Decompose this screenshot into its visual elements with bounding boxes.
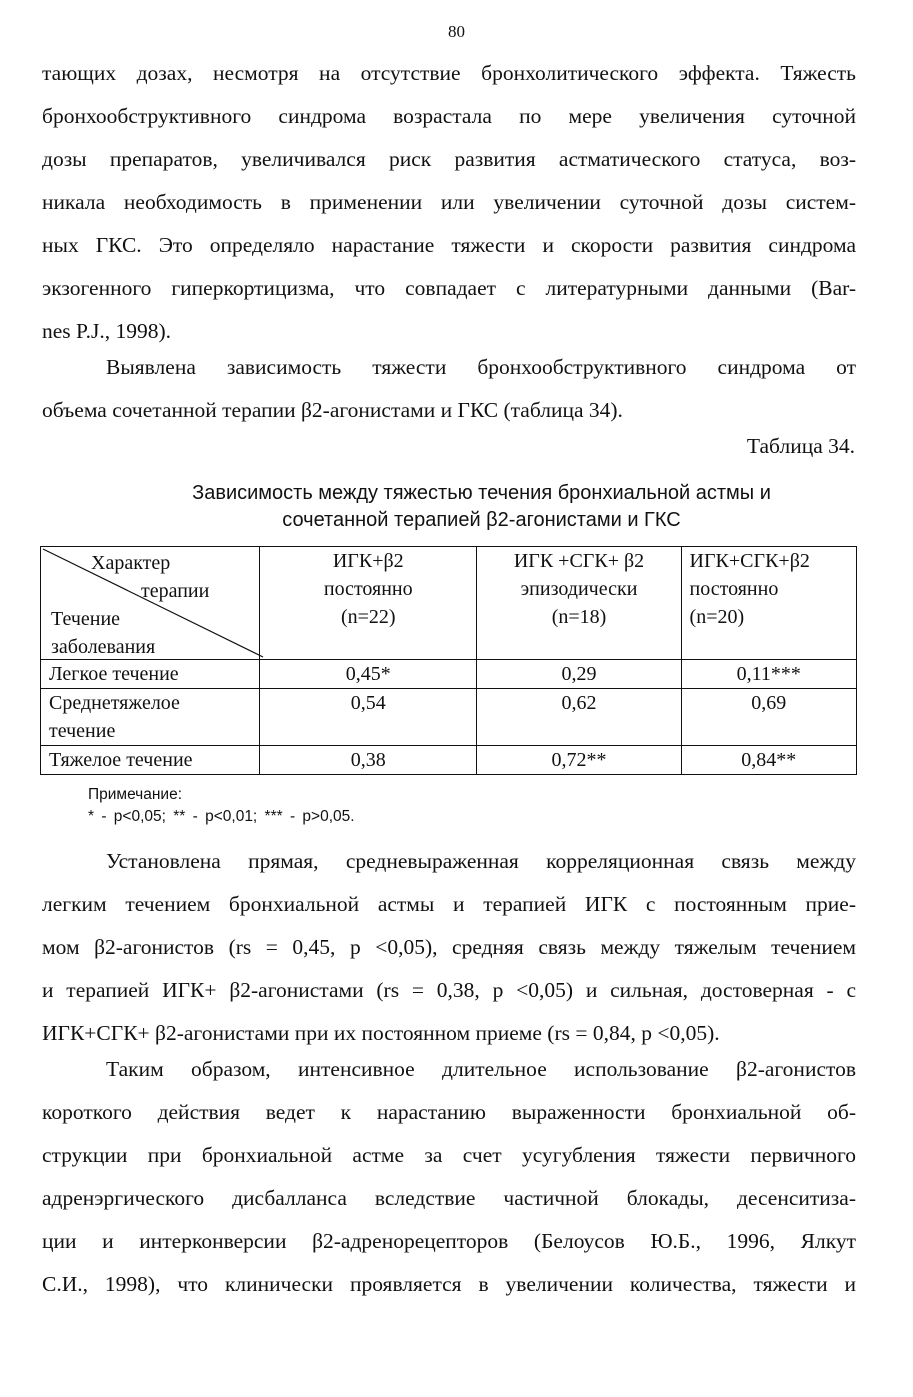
text-line: струкции при бронхиальной астме за счет усугубления тяжести первичного bbox=[42, 1143, 856, 1167]
table-cell: 0,62 bbox=[477, 689, 681, 746]
table-cell: 0,69 bbox=[681, 689, 856, 746]
text-line: бронхообструктивного синдрома возрастала по мере увеличения суточной bbox=[42, 104, 856, 128]
text-line: короткого действия ведет к нарастанию выраженности бронхиальной об- bbox=[42, 1100, 856, 1124]
corner-header-cell bbox=[41, 547, 260, 660]
text-line: Выявлена зависимость тяжести бронхообструктивного синдрома от bbox=[106, 355, 856, 379]
column-n: (n=22) bbox=[340, 606, 396, 628]
text-line: никала необходимость в применении или увеличении суточной дозы систем- bbox=[42, 190, 856, 214]
corner-label: заболевания bbox=[51, 636, 156, 658]
corner-label: терапии bbox=[141, 580, 210, 602]
note-title: Примечание: bbox=[88, 786, 183, 803]
text-line: тающих дозах, несмотря на отсутствие бронхолитического эффекта. Тяжесть bbox=[42, 61, 856, 85]
table-cell: 0,84** bbox=[681, 746, 856, 775]
table-cell: 0,45* bbox=[260, 660, 477, 689]
paragraph-1 bbox=[42, 52, 856, 353]
row-label: Тяжелое течение bbox=[41, 746, 260, 775]
text-line: экзогенного гиперкортицизма, что совпадает с литературными данными (Bar- bbox=[42, 276, 856, 300]
page-number: 80 bbox=[448, 22, 465, 41]
column-header bbox=[681, 547, 856, 660]
corner-label: Течение bbox=[51, 608, 121, 630]
text-line: дозы препаратов, увеличивался риск развития астматического статуса, воз- bbox=[42, 147, 856, 171]
text-line: ции и интерконверсии β2-адренорецепторов (Белоусов Ю.Б., 1996, Ялкут bbox=[42, 1229, 856, 1253]
column-mode: эпизодически bbox=[520, 578, 638, 600]
table-label: Таблица 34. bbox=[746, 434, 855, 458]
table-cell: 0,11*** bbox=[681, 660, 856, 689]
table-row bbox=[41, 689, 857, 746]
column-n: (n=18) bbox=[551, 606, 607, 628]
column-header bbox=[477, 547, 681, 660]
row-label: Легкое течение bbox=[41, 660, 260, 689]
row-label: Среднетяжелое течение bbox=[41, 689, 260, 746]
text-line: Таким образом, интенсивное длительное использование β2-агонистов bbox=[106, 1057, 856, 1081]
column-name: ИГК+СГК+β2 bbox=[689, 550, 810, 572]
paragraph-4 bbox=[42, 1048, 856, 1306]
text-line: легким течением бронхиальной астмы и терапией ИГК с постоянным прие- bbox=[42, 892, 856, 916]
paragraph-3 bbox=[42, 840, 856, 1055]
table-cell: 0,38 bbox=[260, 746, 477, 775]
table-cell: 0,29 bbox=[477, 660, 681, 689]
text-line: С.И., 1998), что клинически проявляется в увеличении количества, тяжести и bbox=[42, 1272, 856, 1296]
text-line: объема сочетанной терапии β2-агонистами и ГКС (таблица 34). bbox=[42, 398, 623, 422]
column-mode: постоянно bbox=[323, 578, 413, 600]
table-title bbox=[0, 480, 913, 534]
column-name: ИГК +СГК+ β2 bbox=[513, 550, 645, 572]
column-header bbox=[260, 547, 477, 660]
text-line: ИГК+СГК+ β2-агонистами при их постоянном приеме (rs = 0,84, p <0,05). bbox=[42, 1021, 720, 1045]
corner-label: Характер bbox=[91, 552, 171, 574]
text-line: ных ГКС. Это определяло нарастание тяжести и скорости развития синдрома bbox=[42, 233, 856, 257]
table-cell: 0,72** bbox=[477, 746, 681, 775]
table-header-row bbox=[41, 547, 857, 660]
note-body: * - p<0,05; ** - p<0,01; *** - p>0,05. bbox=[88, 808, 355, 825]
table-row bbox=[41, 660, 857, 689]
table-cell: 0,54 bbox=[260, 689, 477, 746]
column-mode: постоянно bbox=[689, 578, 779, 600]
table-title-line: Зависимость между тяжестью течения бронхиальной астмы и bbox=[192, 482, 771, 504]
column-n: (n=20) bbox=[689, 606, 745, 628]
data-table bbox=[40, 546, 857, 775]
paragraph-2 bbox=[42, 346, 856, 432]
text-line: адренэргического дисбалланса вследствие частичной блокады, десенситиза- bbox=[42, 1186, 856, 1210]
text-line: nes P.J., 1998). bbox=[42, 319, 172, 343]
table-title-line: сочетанной терапией β2-агонистами и ГКС bbox=[282, 509, 681, 531]
column-name: ИГК+β2 bbox=[332, 550, 404, 572]
text-line: Установлена прямая, средневыраженная корреляционная связь между bbox=[106, 849, 856, 873]
text-line: и терапией ИГК+ β2-агонистами (rs = 0,38, p <0,05) и сильная, достоверная - с bbox=[42, 978, 856, 1002]
table-row bbox=[41, 746, 857, 775]
text-line: мом β2-агонистов (rs = 0,45, p <0,05), средняя связь между тяжелым течением bbox=[42, 935, 856, 959]
